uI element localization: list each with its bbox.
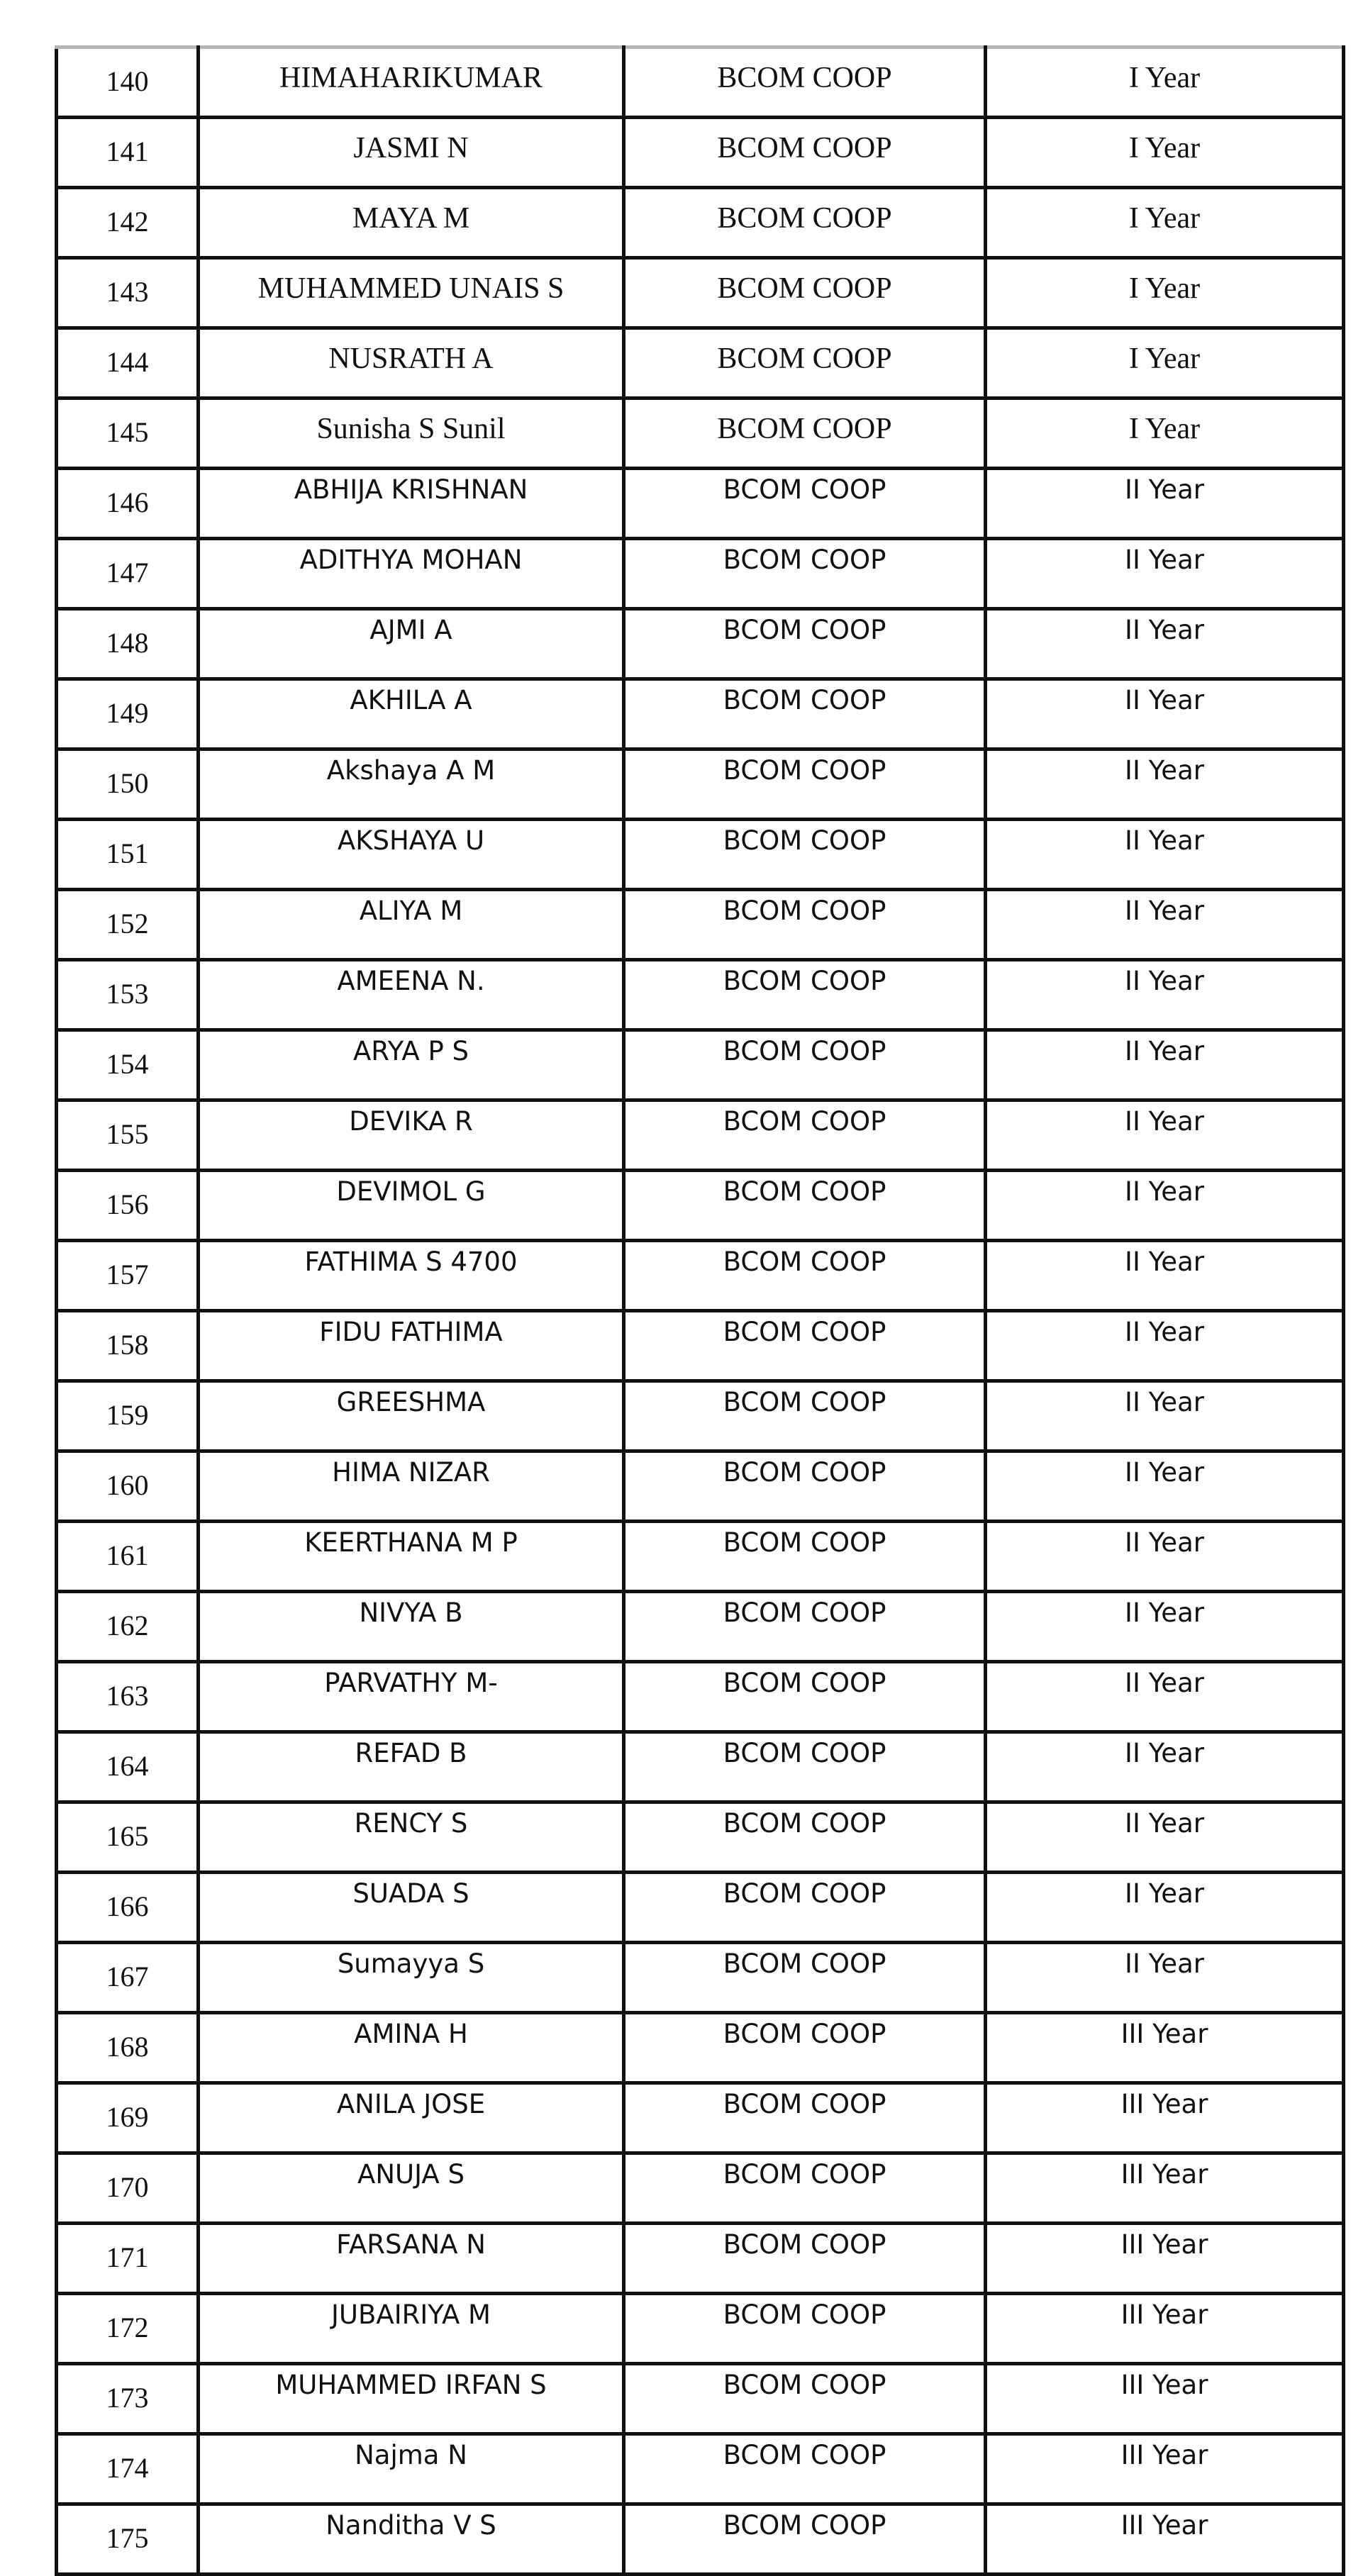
table-row <box>57 2224 1344 2294</box>
year-cell: II Year <box>986 1522 1344 1592</box>
student-list-table <box>55 45 1345 2576</box>
table-row <box>57 2364 1344 2434</box>
student-name-cell: JUBAIRIYA M <box>199 2294 624 2364</box>
course-cell: BCOM COOP <box>624 960 986 1030</box>
year-cell: II Year <box>986 1451 1344 1522</box>
year-cell: II Year <box>986 609 1344 679</box>
table-row <box>57 258 1344 328</box>
course-cell: BCOM COOP <box>624 2364 986 2434</box>
table-row <box>57 1592 1344 1662</box>
course-cell: BCOM COOP <box>624 1522 986 1592</box>
student-name-cell: GREESHMA <box>199 1381 624 1451</box>
course-cell: BCOM COOP <box>624 2294 986 2364</box>
serial-number-cell: 142 <box>57 188 199 258</box>
serial-number-cell: 147 <box>57 539 199 609</box>
year-cell: II Year <box>986 679 1344 749</box>
course-cell: BCOM COOP <box>624 1732 986 1802</box>
student-name-cell: JASMI N <box>199 118 624 188</box>
course-cell: BCOM COOP <box>624 118 986 188</box>
course-cell: BCOM COOP <box>624 48 986 118</box>
serial-number-cell: 161 <box>57 1522 199 1592</box>
year-cell: II Year <box>986 1241 1344 1311</box>
year-cell: II Year <box>986 1381 1344 1451</box>
student-name-cell: Najma N <box>199 2434 624 2504</box>
course-cell: BCOM COOP <box>624 328 986 398</box>
table-row <box>57 890 1344 960</box>
course-cell: BCOM COOP <box>624 539 986 609</box>
student-name-cell: ALIYA M <box>199 890 624 960</box>
student-name-cell: NIVYA B <box>199 1592 624 1662</box>
table-row <box>57 48 1344 118</box>
table-row <box>57 820 1344 890</box>
course-cell: BCOM COOP <box>624 2504 986 2575</box>
year-cell: II Year <box>986 749 1344 820</box>
student-name-cell: FIDU FATHIMA <box>199 1311 624 1381</box>
table-row <box>57 1662 1344 1732</box>
serial-number-cell: 150 <box>57 749 199 820</box>
course-cell: BCOM COOP <box>624 2153 986 2224</box>
serial-number-cell: 169 <box>57 2083 199 2153</box>
table-row <box>57 1522 1344 1592</box>
course-cell: BCOM COOP <box>624 1381 986 1451</box>
year-cell: II Year <box>986 1662 1344 1732</box>
student-name-cell: Sunisha S Sunil <box>199 398 624 469</box>
table-row <box>57 960 1344 1030</box>
table-row <box>57 188 1344 258</box>
course-cell: BCOM COOP <box>624 1943 986 2013</box>
serial-number-cell: 152 <box>57 890 199 960</box>
year-cell: III Year <box>986 2153 1344 2224</box>
table-row <box>57 1943 1344 2013</box>
serial-number-cell: 172 <box>57 2294 199 2364</box>
serial-number-cell: 143 <box>57 258 199 328</box>
student-name-cell: Nanditha V S <box>199 2504 624 2575</box>
table-row <box>57 609 1344 679</box>
student-name-cell: MUHAMMED UNAIS S <box>199 258 624 328</box>
course-cell: BCOM COOP <box>624 469 986 539</box>
year-cell: I Year <box>986 48 1344 118</box>
table-row <box>57 679 1344 749</box>
year-cell: I Year <box>986 118 1344 188</box>
table-row <box>57 1381 1344 1451</box>
serial-number-cell: 145 <box>57 398 199 469</box>
course-cell: BCOM COOP <box>624 820 986 890</box>
student-name-cell: AKHILA A <box>199 679 624 749</box>
course-cell: BCOM COOP <box>624 1873 986 1943</box>
student-name-cell: NUSRATH A <box>199 328 624 398</box>
serial-number-cell: 141 <box>57 118 199 188</box>
year-cell: II Year <box>986 820 1344 890</box>
serial-number-cell: 153 <box>57 960 199 1030</box>
student-name-cell: Akshaya A M <box>199 749 624 820</box>
serial-number-cell: 160 <box>57 1451 199 1522</box>
table-row <box>57 1451 1344 1522</box>
serial-number-cell: 158 <box>57 1311 199 1381</box>
serial-number-cell: 171 <box>57 2224 199 2294</box>
course-cell: BCOM COOP <box>624 1030 986 1100</box>
table-row <box>57 1732 1344 1802</box>
year-cell: II Year <box>986 960 1344 1030</box>
year-cell: II Year <box>986 1873 1344 1943</box>
course-cell: BCOM COOP <box>624 1451 986 1522</box>
table-row <box>57 2083 1344 2153</box>
course-cell: BCOM COOP <box>624 2224 986 2294</box>
serial-number-cell: 170 <box>57 2153 199 2224</box>
course-cell: BCOM COOP <box>624 1802 986 1873</box>
student-name-cell: FATHIMA S 4700 <box>199 1241 624 1311</box>
student-name-cell: ANUJA S <box>199 2153 624 2224</box>
table-row <box>57 469 1344 539</box>
serial-number-cell: 156 <box>57 1171 199 1241</box>
student-name-cell: KEERTHANA M P <box>199 1522 624 1592</box>
year-cell: II Year <box>986 1100 1344 1171</box>
course-cell: BCOM COOP <box>624 1171 986 1241</box>
student-name-cell: Sumayya S <box>199 1943 624 2013</box>
table-row <box>57 398 1344 469</box>
serial-number-cell: 149 <box>57 679 199 749</box>
serial-number-cell: 140 <box>57 48 199 118</box>
year-cell: II Year <box>986 1732 1344 1802</box>
course-cell: BCOM COOP <box>624 398 986 469</box>
course-cell: BCOM COOP <box>624 1241 986 1311</box>
student-name-cell: MAYA M <box>199 188 624 258</box>
serial-number-cell: 164 <box>57 1732 199 1802</box>
year-cell: II Year <box>986 469 1344 539</box>
serial-number-cell: 154 <box>57 1030 199 1100</box>
serial-number-cell: 168 <box>57 2013 199 2083</box>
serial-number-cell: 166 <box>57 1873 199 1943</box>
table-row <box>57 1100 1344 1171</box>
table-row <box>57 2013 1344 2083</box>
year-cell: II Year <box>986 1030 1344 1100</box>
year-cell: II Year <box>986 1171 1344 1241</box>
year-cell: III Year <box>986 2083 1344 2153</box>
course-cell: BCOM COOP <box>624 1311 986 1381</box>
student-name-cell: AMINA H <box>199 2013 624 2083</box>
course-cell: BCOM COOP <box>624 258 986 328</box>
serial-number-cell: 167 <box>57 1943 199 2013</box>
year-cell: III Year <box>986 2434 1344 2504</box>
table-row <box>57 2294 1344 2364</box>
serial-number-cell: 162 <box>57 1592 199 1662</box>
table-body <box>57 48 1344 2575</box>
student-name-cell: ABHIJA KRISHNAN <box>199 469 624 539</box>
student-name-cell: ARYA P S <box>199 1030 624 1100</box>
student-name-cell: DEVIMOL G <box>199 1171 624 1241</box>
student-name-cell: ADITHYA MOHAN <box>199 539 624 609</box>
year-cell: III Year <box>986 2013 1344 2083</box>
table-row <box>57 1241 1344 1311</box>
year-cell: I Year <box>986 258 1344 328</box>
student-name-cell: AKSHAYA U <box>199 820 624 890</box>
student-name-cell: RENCY S <box>199 1802 624 1873</box>
table-row <box>57 1873 1344 1943</box>
course-cell: BCOM COOP <box>624 609 986 679</box>
course-cell: BCOM COOP <box>624 188 986 258</box>
serial-number-cell: 159 <box>57 1381 199 1451</box>
student-name-cell: FARSANA N <box>199 2224 624 2294</box>
serial-number-cell: 175 <box>57 2504 199 2575</box>
course-cell: BCOM COOP <box>624 749 986 820</box>
year-cell: I Year <box>986 328 1344 398</box>
student-name-cell: AJMI A <box>199 609 624 679</box>
serial-number-cell: 174 <box>57 2434 199 2504</box>
student-name-cell: SUADA S <box>199 1873 624 1943</box>
year-cell: I Year <box>986 398 1344 469</box>
serial-number-cell: 151 <box>57 820 199 890</box>
course-cell: BCOM COOP <box>624 890 986 960</box>
table-row <box>57 1030 1344 1100</box>
year-cell: I Year <box>986 188 1344 258</box>
student-name-cell: DEVIKA R <box>199 1100 624 1171</box>
serial-number-cell: 144 <box>57 328 199 398</box>
year-cell: III Year <box>986 2364 1344 2434</box>
year-cell: III Year <box>986 2294 1344 2364</box>
year-cell: II Year <box>986 1943 1344 2013</box>
course-cell: BCOM COOP <box>624 679 986 749</box>
table-row <box>57 1171 1344 1241</box>
student-name-cell: REFAD B <box>199 1732 624 1802</box>
table-row <box>57 1311 1344 1381</box>
table-row <box>57 2504 1344 2575</box>
year-cell: II Year <box>986 539 1344 609</box>
year-cell: II Year <box>986 1311 1344 1381</box>
year-cell: III Year <box>986 2224 1344 2294</box>
table-row <box>57 1802 1344 1873</box>
student-name-cell: PARVATHY M- <box>199 1662 624 1732</box>
year-cell: II Year <box>986 1802 1344 1873</box>
table-row <box>57 2434 1344 2504</box>
course-cell: BCOM COOP <box>624 1662 986 1732</box>
course-cell: BCOM COOP <box>624 2083 986 2153</box>
student-name-cell: HIMAHARIKUMAR <box>199 48 624 118</box>
year-cell: II Year <box>986 890 1344 960</box>
table-row <box>57 2153 1344 2224</box>
serial-number-cell: 173 <box>57 2364 199 2434</box>
student-name-cell: MUHAMMED IRFAN S <box>199 2364 624 2434</box>
course-cell: BCOM COOP <box>624 1592 986 1662</box>
course-cell: BCOM COOP <box>624 2434 986 2504</box>
student-name-cell: HIMA NIZAR <box>199 1451 624 1522</box>
serial-number-cell: 163 <box>57 1662 199 1732</box>
serial-number-cell: 148 <box>57 609 199 679</box>
student-name-cell: AMEENA N. <box>199 960 624 1030</box>
table-row <box>57 328 1344 398</box>
year-cell: II Year <box>986 1592 1344 1662</box>
serial-number-cell: 157 <box>57 1241 199 1311</box>
course-cell: BCOM COOP <box>624 2013 986 2083</box>
course-cell: BCOM COOP <box>624 1100 986 1171</box>
table-row <box>57 749 1344 820</box>
student-name-cell: ANILA JOSE <box>199 2083 624 2153</box>
serial-number-cell: 165 <box>57 1802 199 1873</box>
table-row <box>57 118 1344 188</box>
table-row <box>57 539 1344 609</box>
serial-number-cell: 146 <box>57 469 199 539</box>
serial-number-cell: 155 <box>57 1100 199 1171</box>
year-cell: III Year <box>986 2504 1344 2575</box>
